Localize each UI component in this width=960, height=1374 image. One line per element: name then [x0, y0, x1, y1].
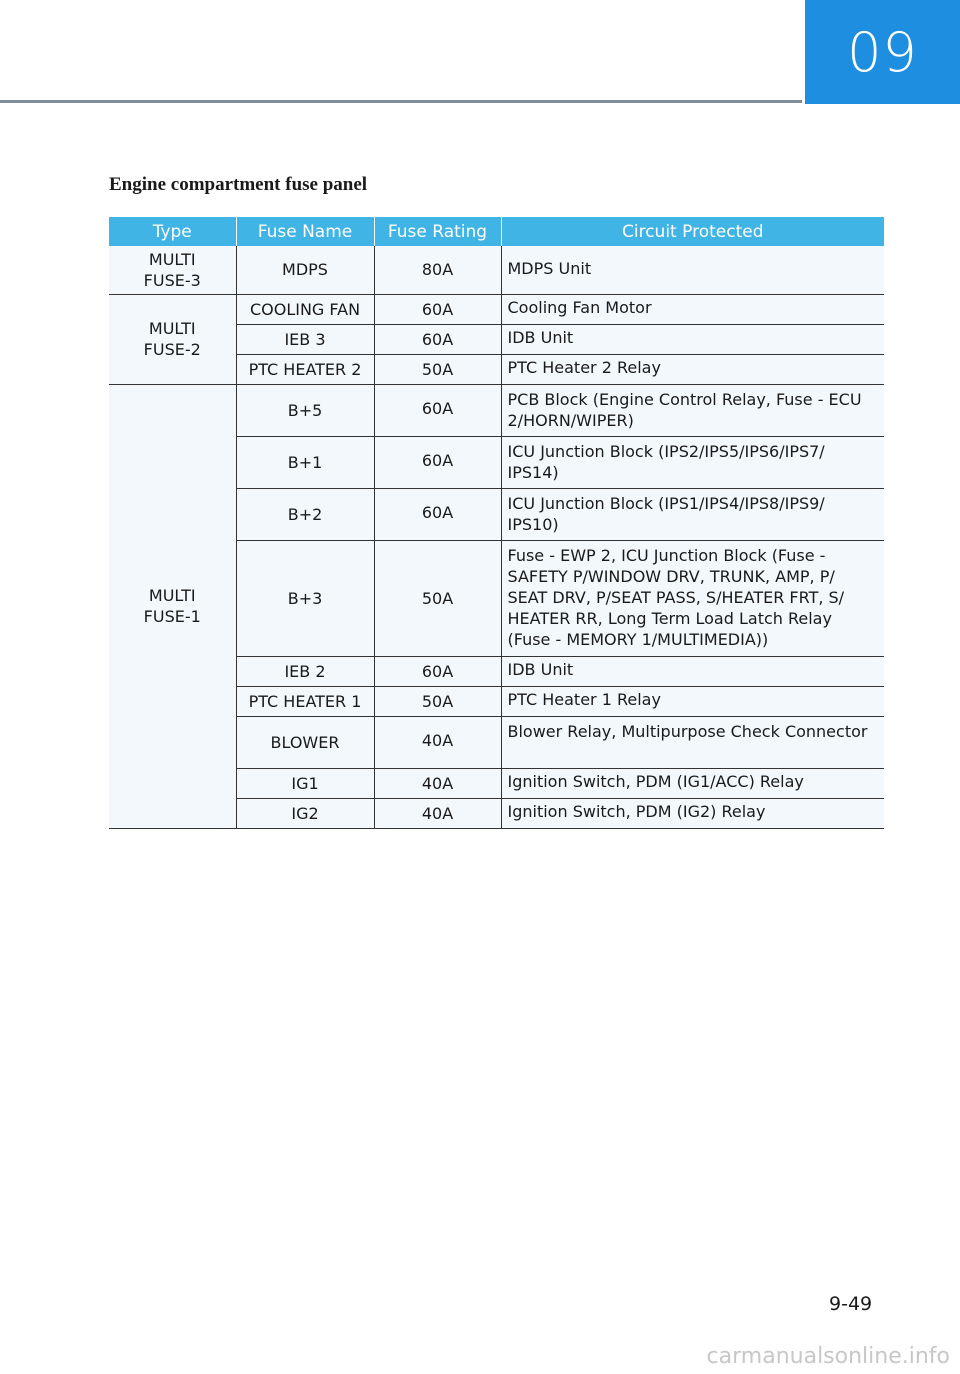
fuse-table: [109, 217, 884, 829]
fuse-rating-cell: 40A: [374, 716, 501, 768]
column-header-fuse-rating: Fuse Rating: [374, 217, 501, 246]
fuse-name-cell: IG2: [236, 798, 374, 828]
fuse-name-cell: IEB 3: [236, 324, 374, 354]
table-body: [109, 246, 884, 828]
header-rule: [0, 100, 802, 103]
circuit-protected-cell: PCB Block (Engine Control Relay, Fuse - ECU 2/HORN/WIPER): [501, 384, 884, 436]
fuse-name-cell: BLOWER: [236, 716, 374, 768]
table-header-row: [109, 217, 884, 246]
fuse-name-cell: IG1: [236, 768, 374, 798]
fuse-rating-cell: 60A: [374, 656, 501, 686]
fuse-rating-cell: 40A: [374, 798, 501, 828]
fuse-type-cell: MULTI FUSE-3: [109, 246, 236, 294]
fuse-rating-cell: 60A: [374, 488, 501, 540]
table-row: [109, 294, 884, 324]
section-title: Engine compartment fuse panel: [109, 174, 368, 195]
table-row: [109, 246, 884, 294]
circuit-protected-cell: Blower Relay, Multipurpose Check Connector: [501, 716, 884, 768]
fuse-name-cell: IEB 2: [236, 656, 374, 686]
page-number: 9-49: [829, 1293, 873, 1315]
circuit-protected-cell: Ignition Switch, PDM (IG1/ACC) Relay: [501, 768, 884, 798]
chapter-tab: 09: [805, 0, 960, 104]
fuse-rating-cell: 80A: [374, 246, 501, 294]
circuit-protected-cell: ICU Junction Block (IPS2/IPS5/IPS6/IPS7/ IPS14): [501, 436, 884, 488]
fuse-name-cell: B+2: [236, 488, 374, 540]
circuit-protected-cell: IDB Unit: [501, 324, 884, 354]
fuse-rating-cell: 40A: [374, 768, 501, 798]
fuse-rating-cell: 60A: [374, 294, 501, 324]
circuit-protected-cell: MDPS Unit: [501, 246, 884, 294]
table-row: [109, 384, 884, 436]
fuse-rating-cell: 50A: [374, 540, 501, 656]
column-header-type: Type: [109, 217, 236, 246]
fuse-rating-cell: 60A: [374, 324, 501, 354]
circuit-protected-cell: PTC Heater 2 Relay: [501, 354, 884, 384]
circuit-protected-cell: IDB Unit: [501, 656, 884, 686]
fuse-name-cell: B+3: [236, 540, 374, 656]
fuse-rating-cell: 60A: [374, 384, 501, 436]
circuit-protected-cell: Ignition Switch, PDM (IG2) Relay: [501, 798, 884, 828]
fuse-name-cell: PTC HEATER 1: [236, 686, 374, 716]
circuit-protected-cell: Fuse - EWP 2, ICU Junction Block (Fuse - SAFETY P/WINDOW DRV, TRUNK, AMP, P/ SEAT DRV, P/SEAT PASS, S/HEATER FRT, S/ HEATER RR, Long Term Load Latch Relay (Fuse - MEMORY 1/MULTIMEDIA)): [501, 540, 884, 656]
fuse-name-cell: B+5: [236, 384, 374, 436]
fuse-type-cell: MULTI FUSE-1: [109, 384, 236, 828]
column-header-circuit-protected: Circuit Protected: [501, 217, 884, 246]
fuse-rating-cell: 50A: [374, 354, 501, 384]
fuse-rating-cell: 50A: [374, 686, 501, 716]
fuse-name-cell: PTC HEATER 2: [236, 354, 374, 384]
circuit-protected-cell: ICU Junction Block (IPS1/IPS4/IPS8/IPS9/ IPS10): [501, 488, 884, 540]
fuse-name-cell: B+1: [236, 436, 374, 488]
fuse-name-cell: COOLING FAN: [236, 294, 374, 324]
fuse-rating-cell: 60A: [374, 436, 501, 488]
circuit-protected-cell: PTC Heater 1 Relay: [501, 686, 884, 716]
circuit-protected-cell: Cooling Fan Motor: [501, 294, 884, 324]
fuse-name-cell: MDPS: [236, 246, 374, 294]
column-header-fuse-name: Fuse Name: [236, 217, 374, 246]
watermark: carmanualsonline.info: [706, 1344, 950, 1369]
fuse-type-cell: MULTI FUSE-2: [109, 294, 236, 384]
